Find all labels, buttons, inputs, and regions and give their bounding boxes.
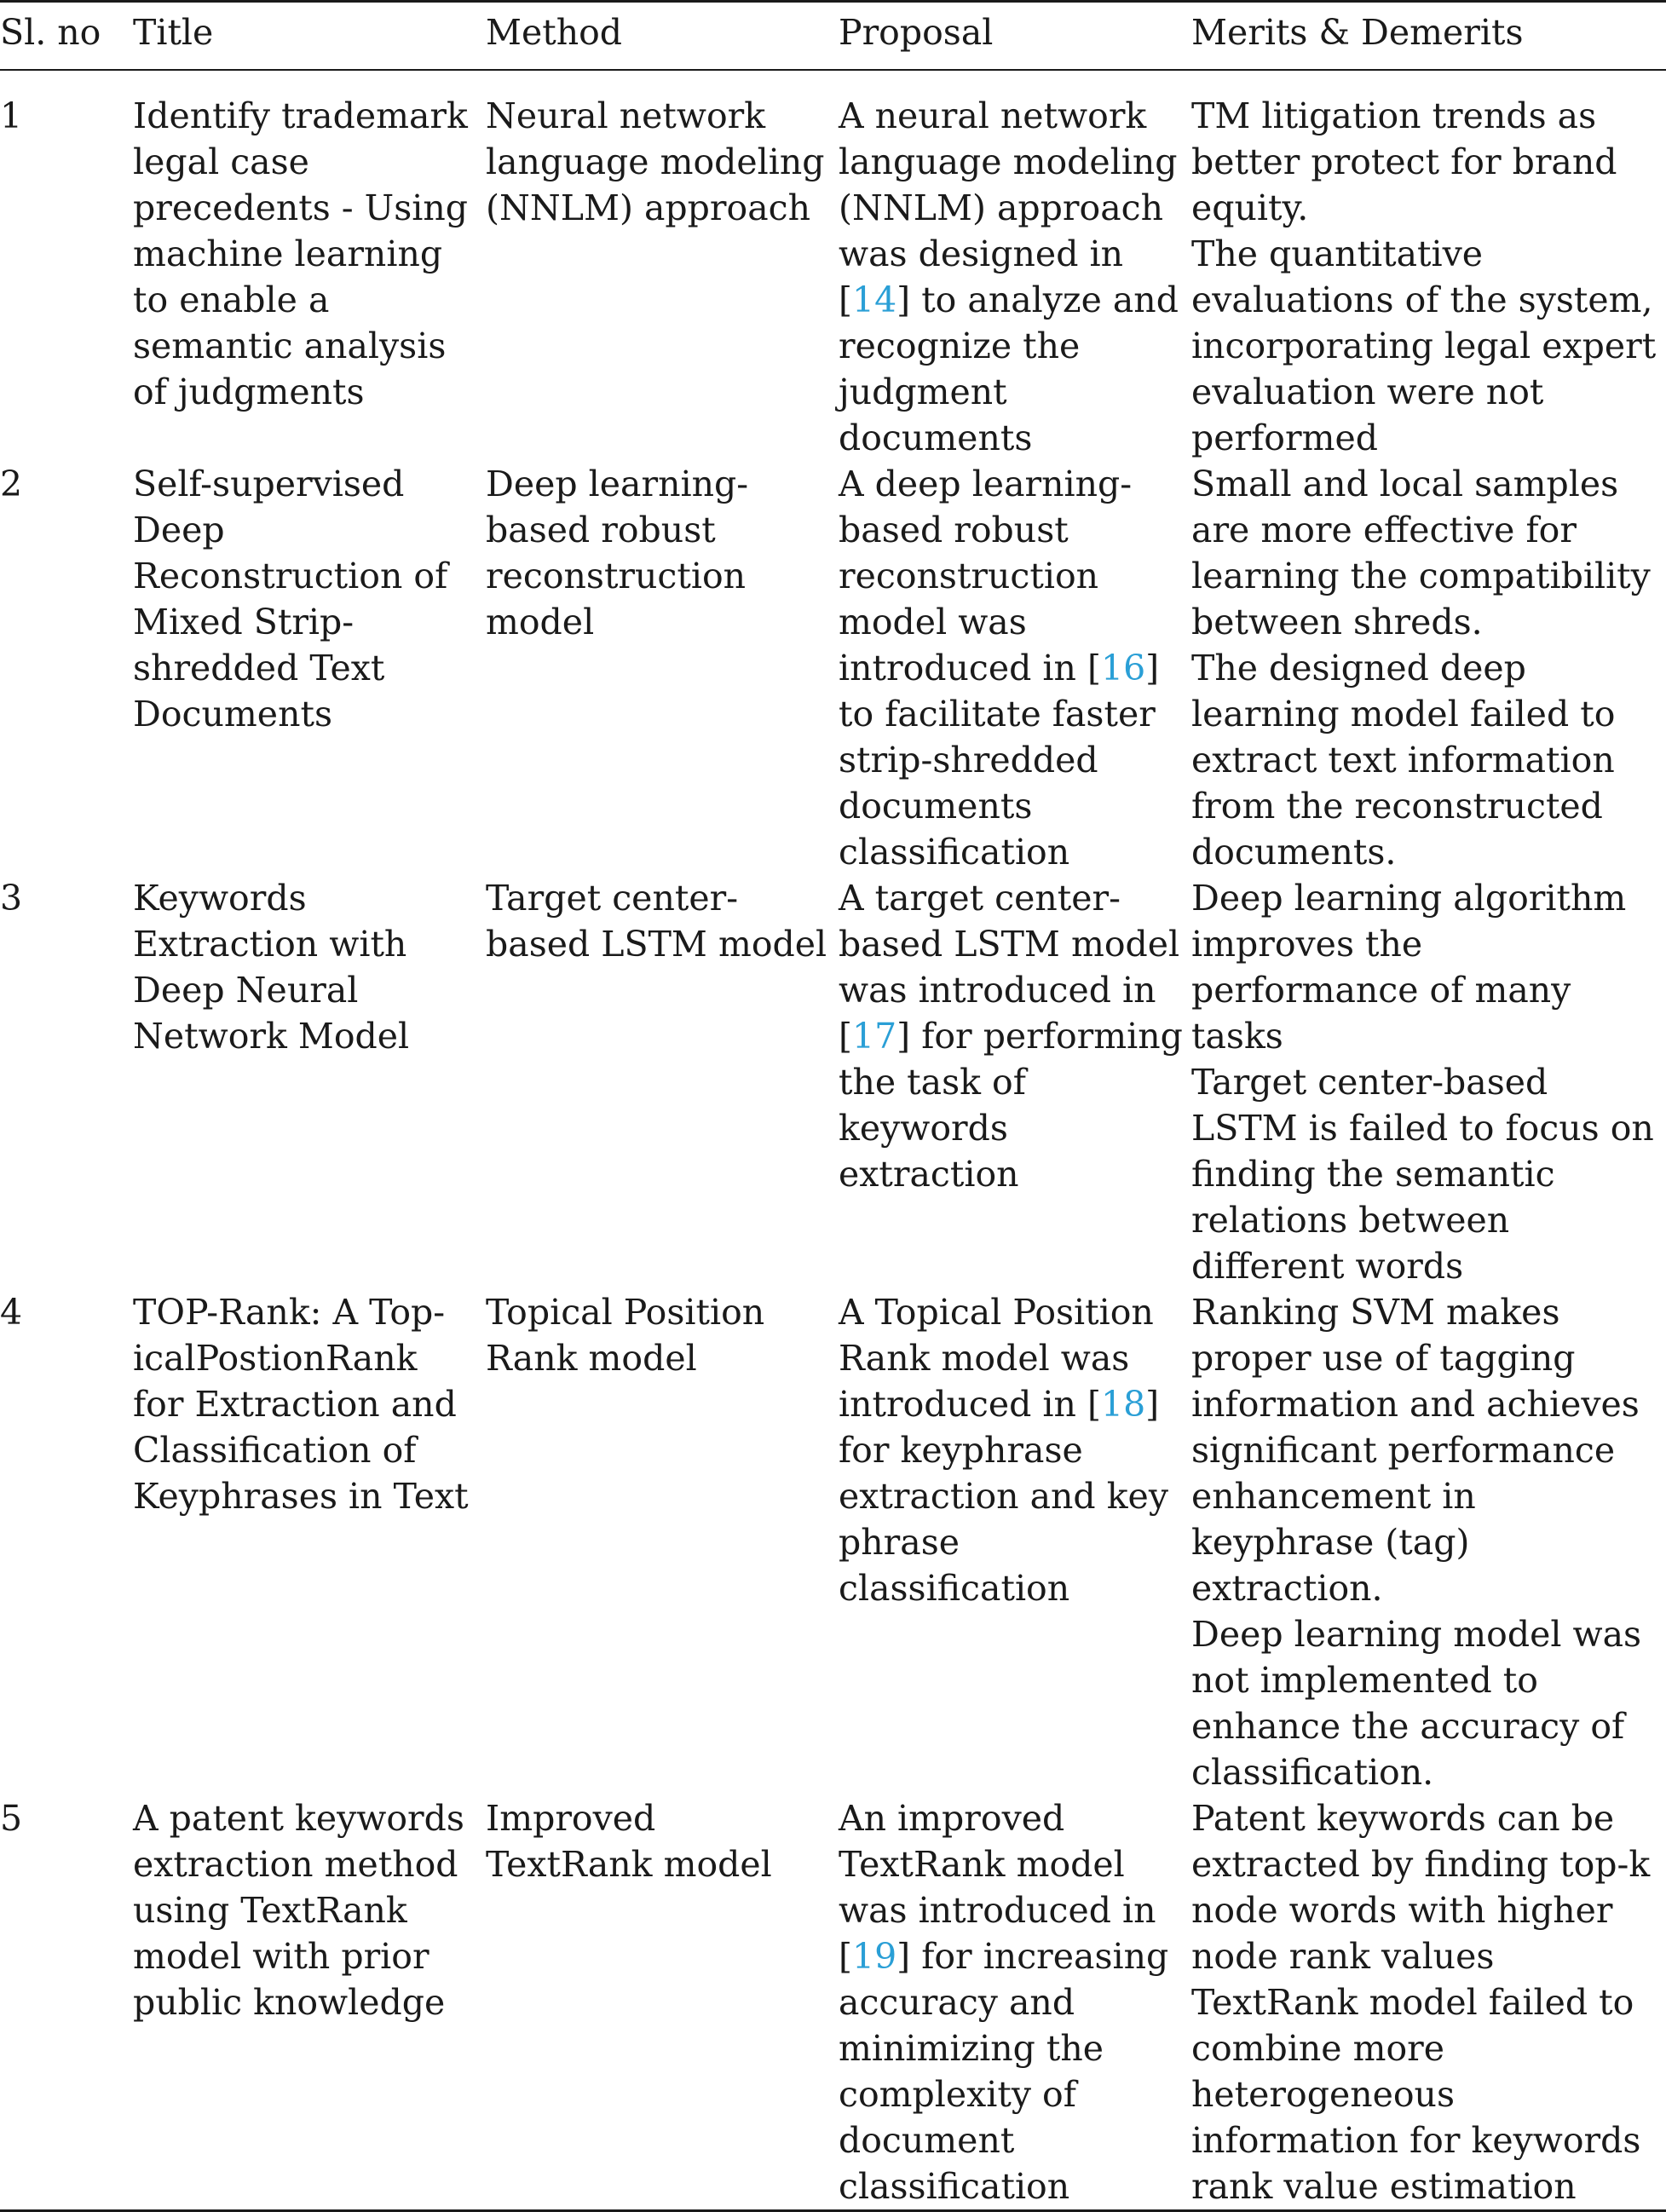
merits-paragraph: TextRank model failed to combine more heterogeneous information for keywords rank value estimation bbox=[1191, 1982, 1641, 2207]
table-row bbox=[0, 70, 1666, 461]
sl-no-text: 1 bbox=[0, 95, 23, 136]
method-text: Deep learning-based robust reconstruction model bbox=[486, 464, 749, 642]
cell-title bbox=[133, 70, 486, 461]
merits-text bbox=[1191, 93, 1666, 461]
merits-text bbox=[1191, 1289, 1666, 1795]
table-body bbox=[0, 70, 1666, 2211]
merits-paragraph: The quantitative evaluations of the system, incorporating legal expert evaluation were not performed bbox=[1191, 233, 1657, 458]
header-sl-no: Sl. no bbox=[0, 12, 101, 53]
cell-merits bbox=[1191, 875, 1666, 1289]
merits-paragraph: Small and local samples are more effective for learning the compatibility between shreds. bbox=[1191, 464, 1651, 642]
cell-sl-no bbox=[0, 875, 133, 1289]
method-text: Neural network language modeling (NNLM) approach bbox=[486, 95, 825, 228]
cell-sl-no bbox=[0, 461, 133, 875]
merits-text bbox=[1191, 1795, 1666, 2209]
title-text: Keywords Extraction with Deep Neural Network Model bbox=[133, 878, 410, 1057]
merits-paragraph: Target center-based LSTM is failed to focus on finding the semantic relations between different words bbox=[1191, 1062, 1654, 1287]
cell-proposal bbox=[839, 1795, 1191, 2211]
cell-merits bbox=[1191, 461, 1666, 875]
header-title: Title bbox=[133, 12, 214, 53]
citation-link[interactable]: 14 bbox=[852, 279, 897, 320]
proposal-text bbox=[839, 1795, 1191, 2209]
cell-proposal bbox=[839, 461, 1191, 875]
sl-no-text: 4 bbox=[0, 1292, 23, 1333]
cell-sl-no bbox=[0, 1795, 133, 2211]
proposal-text-before: A target center-based LSTM model was introduced in [ bbox=[839, 878, 1180, 1057]
citation-link[interactable]: 19 bbox=[852, 1936, 897, 1977]
method-text: Topical Position Rank model bbox=[486, 1292, 765, 1379]
cell-title bbox=[133, 461, 486, 875]
cell-proposal bbox=[839, 70, 1191, 461]
proposal-text-before: A Topical Position Rank model was introduced in [ bbox=[839, 1292, 1154, 1425]
header-row bbox=[0, 2, 1666, 71]
merits-paragraph: TM litigation trends as better protect for brand equity. bbox=[1191, 95, 1617, 228]
cell-title bbox=[133, 875, 486, 1289]
header-merits: Merits & Demerits bbox=[1191, 12, 1524, 53]
sl-no-text: 2 bbox=[0, 464, 23, 504]
table-row bbox=[0, 1795, 1666, 2211]
cell-sl-no bbox=[0, 1289, 133, 1795]
merits-text bbox=[1191, 875, 1666, 1289]
cell-method bbox=[486, 70, 839, 461]
proposal-text bbox=[839, 875, 1191, 1197]
title-text: TOP-Rank: A Top-icalPostionRank for Extraction and Classification of Keyphrases in Text bbox=[133, 1292, 469, 1517]
cell-method bbox=[486, 1795, 839, 2211]
proposal-text bbox=[839, 1289, 1191, 1611]
proposal-text-before: A neural network language modeling (NNLM) approach was designed in [ bbox=[839, 95, 1178, 320]
cell-title bbox=[133, 1795, 486, 2211]
proposal-text-after: ] for performing the task of keywords extraction bbox=[839, 1016, 1183, 1195]
citation-link[interactable]: 16 bbox=[1100, 648, 1146, 688]
cell-proposal bbox=[839, 875, 1191, 1289]
title-text: A patent keywords extraction method using TextRank model with prior public knowledge bbox=[133, 1798, 464, 2023]
header-proposal: Proposal bbox=[839, 12, 994, 53]
title-text: Identify trademark legal case precedents - Using machine learning to enable a semantic analysis of judgments bbox=[133, 95, 469, 412]
cell-method bbox=[486, 461, 839, 875]
merits-text bbox=[1191, 461, 1666, 875]
table-row bbox=[0, 461, 1666, 875]
method-text: Improved TextRank model bbox=[486, 1798, 772, 1885]
cell-title bbox=[133, 1289, 486, 1795]
merits-paragraph: Ranking SVM makes proper use of tagging information and achieves significant performance enhancement in keyphrase (tag) extraction. bbox=[1191, 1292, 1640, 1609]
merits-paragraph: Patent keywords can be extracted by finding top-k node words with higher node rank values bbox=[1191, 1798, 1651, 1977]
cell-merits bbox=[1191, 70, 1666, 461]
proposal-text-after: ] for keyphrase extraction and key phrase classification bbox=[839, 1384, 1168, 1609]
merits-paragraph: Deep learning algorithm improves the performance of many tasks bbox=[1191, 878, 1627, 1057]
cell-proposal bbox=[839, 1289, 1191, 1795]
proposal-text bbox=[839, 461, 1191, 875]
cell-merits bbox=[1191, 1795, 1666, 2211]
method-text: Target center-based LSTM model bbox=[486, 878, 827, 965]
cell-merits bbox=[1191, 1289, 1666, 1795]
header-method: Method bbox=[486, 12, 623, 53]
table-row bbox=[0, 875, 1666, 1289]
table-header bbox=[0, 2, 1666, 71]
proposal-text-after: ] to facilitate faster strip-shredded documents classification bbox=[839, 648, 1160, 873]
proposal-text-before: A deep learning-based robust reconstruction model was introduced in [ bbox=[839, 464, 1133, 688]
citation-link[interactable]: 17 bbox=[852, 1016, 897, 1057]
cell-method bbox=[486, 875, 839, 1289]
table-row bbox=[0, 1289, 1666, 1795]
proposal-text-after: ] to analyze and recognize the judgment documents bbox=[839, 279, 1179, 458]
cell-sl-no bbox=[0, 70, 133, 461]
sl-no-text: 3 bbox=[0, 878, 23, 919]
merits-paragraph: Deep learning model was not implemented to enhance the accuracy of classification. bbox=[1191, 1614, 1642, 1793]
sl-no-text: 5 bbox=[0, 1798, 23, 1839]
cell-method bbox=[486, 1289, 839, 1795]
title-text: Self-supervised Deep Reconstruction of Mixed Strip-shredded Text Documents bbox=[133, 464, 448, 734]
proposal-text bbox=[839, 93, 1191, 461]
merits-paragraph: The designed deep learning model failed to extract text information from the reconstructed documents. bbox=[1191, 648, 1616, 873]
proposal-text-before: An improved TextRank model was introduced in [ bbox=[839, 1798, 1156, 1977]
proposal-text-after: ] for increasing accuracy and minimizing the complexity of document classification bbox=[839, 1936, 1169, 2207]
citation-link[interactable]: 18 bbox=[1100, 1384, 1146, 1425]
